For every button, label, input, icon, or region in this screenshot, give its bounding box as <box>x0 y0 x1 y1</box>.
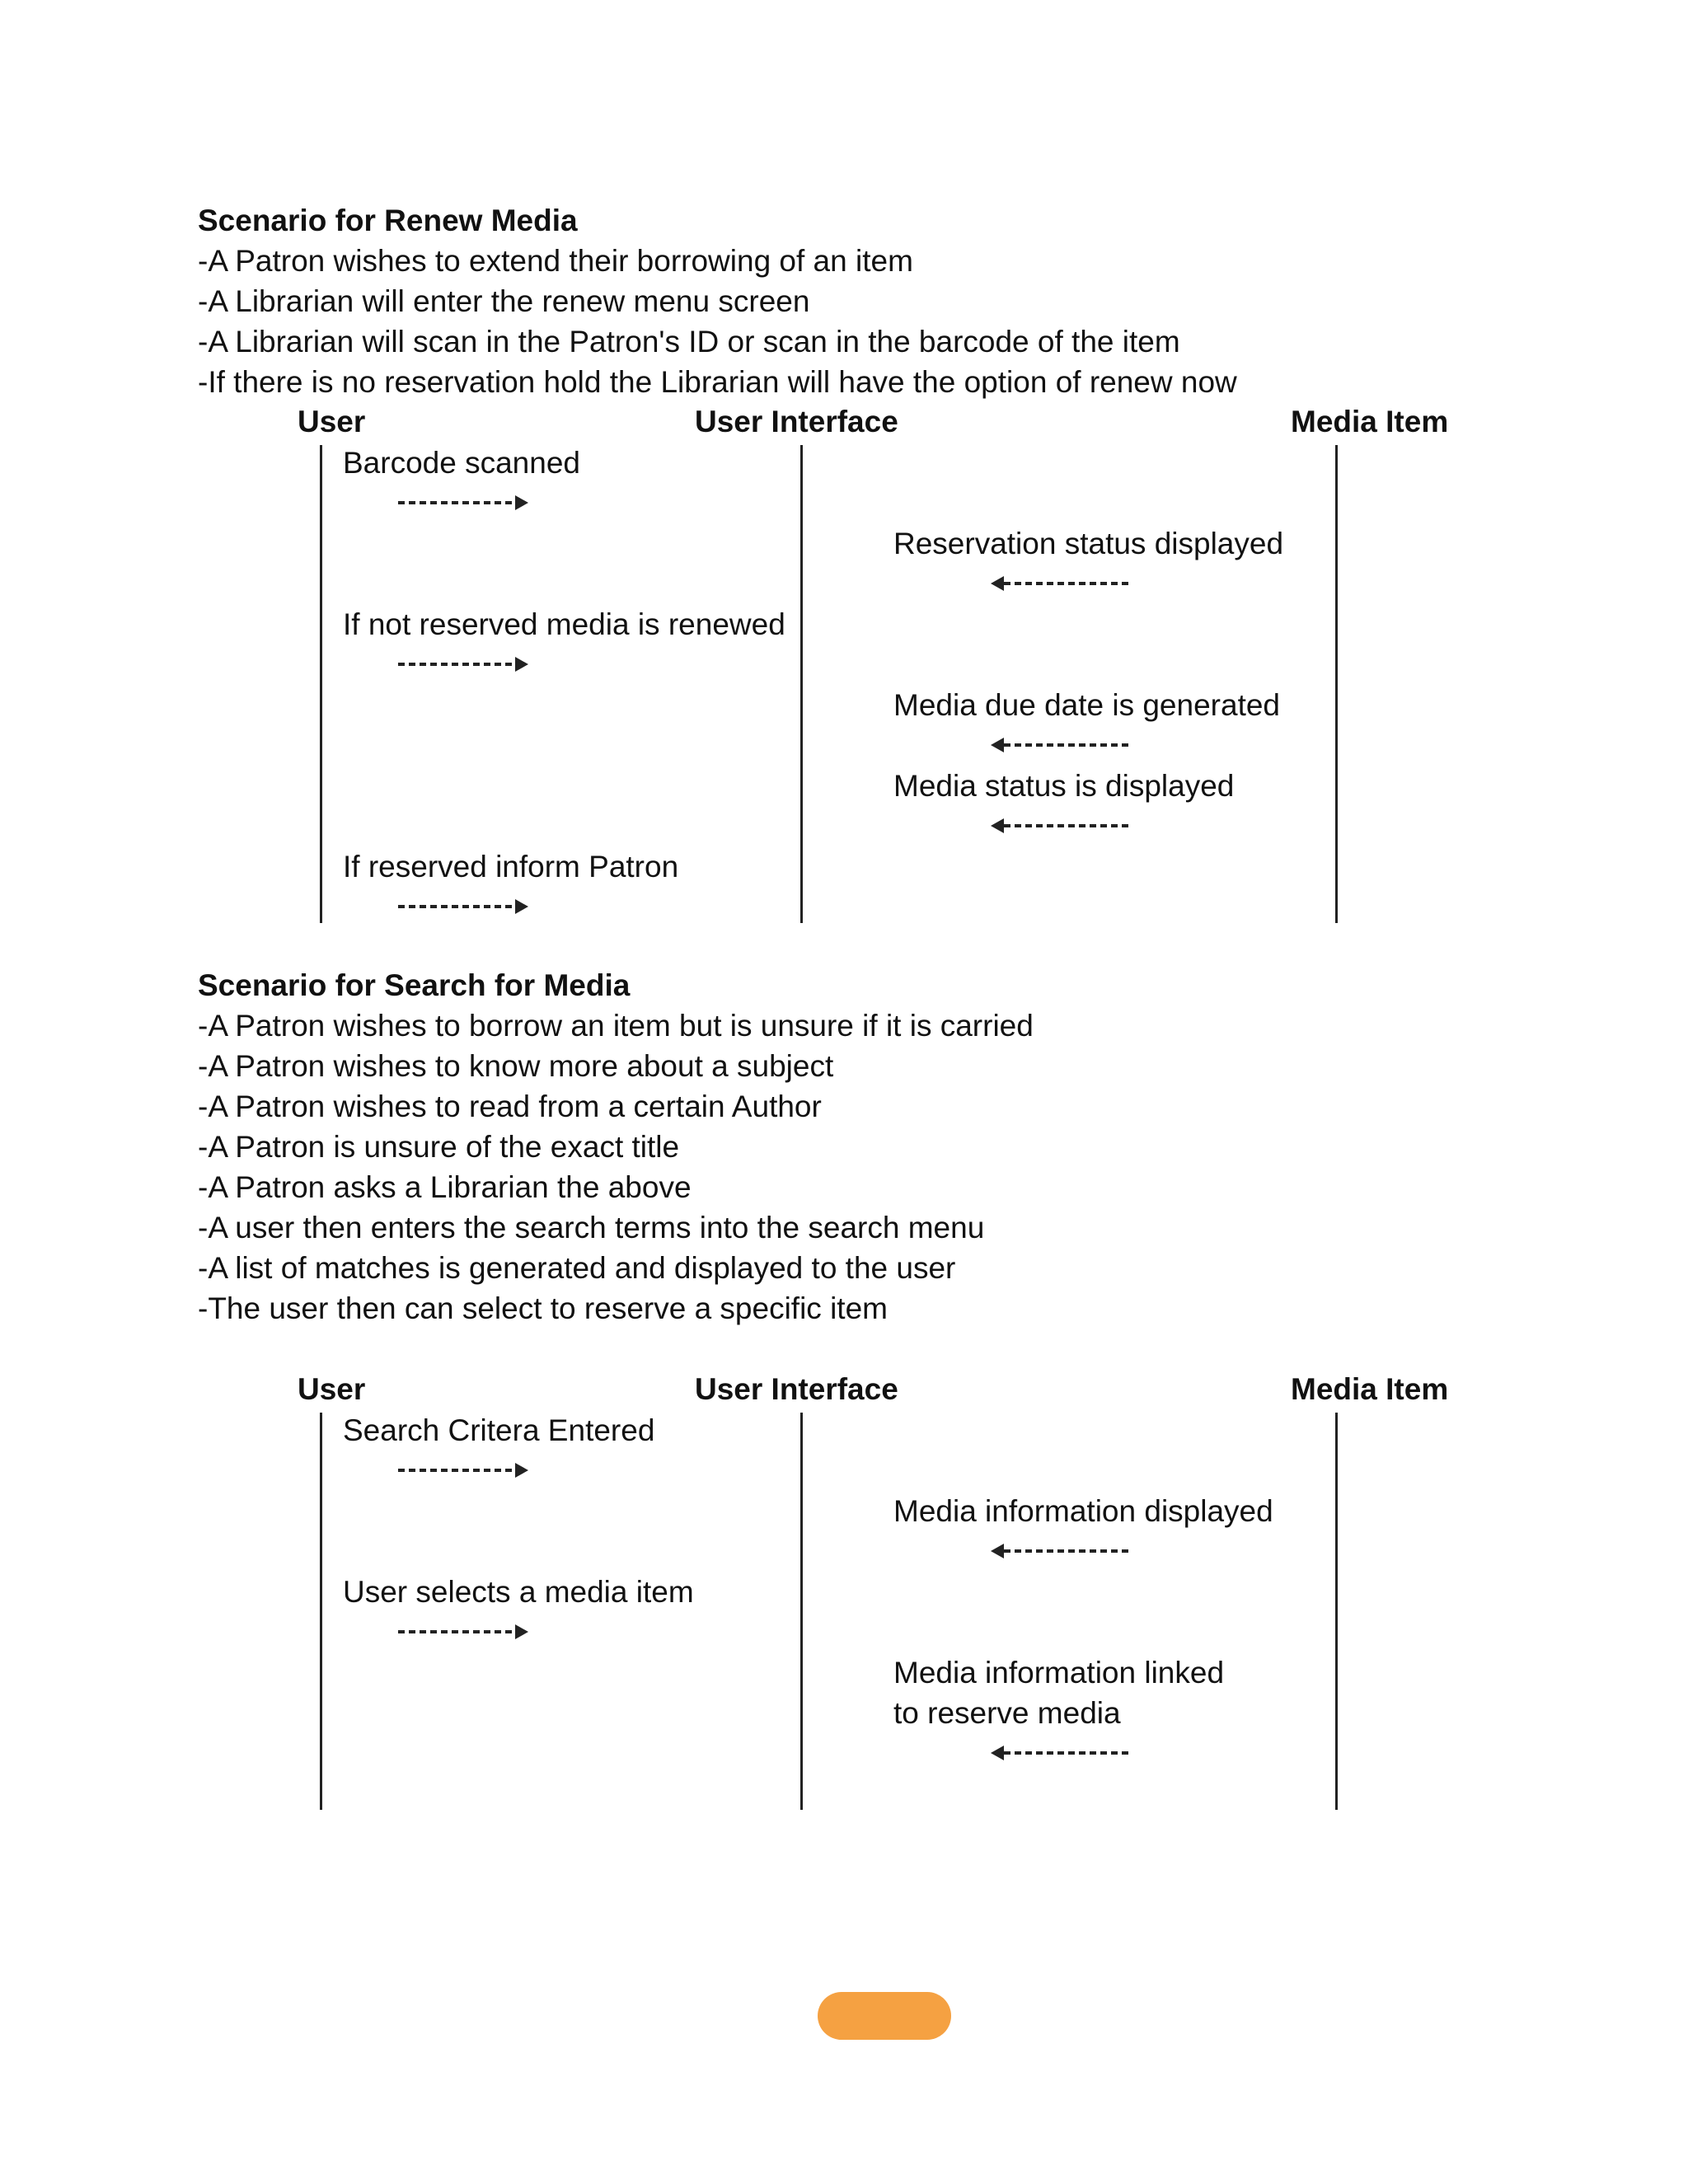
renew-arrow-4-head <box>991 738 1004 752</box>
renew-msg-due-date: Media due date is generated <box>893 688 1281 722</box>
search-arrow-4-line <box>1004 1751 1130 1755</box>
search-msg-criteria-entered: Search Critera Entered <box>343 1413 655 1447</box>
search-title: Scenario for Search for Media <box>198 968 631 1002</box>
search-line-4: -A Patron is unsure of the exact title <box>198 1130 680 1164</box>
renew-arrow-2-head <box>991 576 1004 591</box>
search-line-1: -A Patron wishes to borrow an item but is unsure if it is carried <box>198 1009 1034 1043</box>
renew-col-user: User <box>298 405 366 438</box>
renew-arrow-4-line <box>1004 743 1130 747</box>
renew-title: Scenario for Renew Media <box>198 204 578 237</box>
search-msg-user-selects: User selects a media item <box>343 1575 694 1609</box>
renew-col-media: Media Item <box>1291 405 1449 438</box>
renew-arrow-2-line <box>1004 582 1130 585</box>
search-arrow-2-head <box>991 1544 1004 1558</box>
search-arrow-4-head <box>991 1746 1004 1760</box>
search-line-5: -A Patron asks a Librarian the above <box>198 1170 692 1204</box>
renew-line-1: -A Patron wishes to extend their borrowing of an item <box>198 244 913 278</box>
search-ui-lifeline <box>800 1413 803 1810</box>
search-arrow-2-line <box>1004 1549 1130 1553</box>
renew-media-lifeline <box>1335 445 1338 923</box>
renew-line-2: -A Librarian will enter the renew menu screen <box>198 284 810 318</box>
search-arrow-3-head <box>515 1624 528 1639</box>
renew-msg-inform-patron: If reserved inform Patron <box>343 850 679 883</box>
search-line-2: -A Patron wishes to know more about a subject <box>198 1049 834 1083</box>
renew-line-4: -If there is no reservation hold the Librarian will have the option of renew now <box>198 365 1237 399</box>
search-line-7: -A list of matches is generated and displayed to the user <box>198 1251 956 1285</box>
search-msg-info-displayed: Media information displayed <box>893 1494 1273 1528</box>
search-user-lifeline <box>320 1413 322 1810</box>
search-msg-info-linked: Media information linked <box>893 1656 1225 1690</box>
search-msg-reserve-media: to reserve media <box>893 1696 1121 1730</box>
search-arrow-1-head <box>515 1463 528 1478</box>
renew-arrow-5-head <box>991 818 1004 833</box>
search-col-user: User <box>298 1372 366 1406</box>
renew-msg-barcode-scanned: Barcode scanned <box>343 446 580 480</box>
renew-user-lifeline <box>320 445 322 923</box>
search-section <box>198 965 1434 1329</box>
renew-msg-media-renewed: If not reserved media is renewed <box>343 607 785 641</box>
search-arrow-3-line <box>398 1630 518 1633</box>
renew-ui-lifeline <box>800 445 803 923</box>
renew-arrow-6-line <box>398 905 518 908</box>
renew-msg-reservation-status: Reservation status displayed <box>893 527 1284 560</box>
search-line-8: -The user then can select to reserve a specific item <box>198 1291 888 1325</box>
search-line-6: -A user then enters the search terms into the search menu <box>198 1211 985 1244</box>
renew-col-ui: User Interface <box>695 405 898 438</box>
search-arrow-1-line <box>398 1469 518 1472</box>
renew-arrow-1-line <box>398 501 518 504</box>
renew-section <box>198 200 1434 402</box>
renew-arrow-5-line <box>1004 824 1130 827</box>
search-col-ui: User Interface <box>695 1372 898 1406</box>
renew-arrow-1-head <box>515 495 528 510</box>
search-col-media: Media Item <box>1291 1372 1449 1406</box>
renew-arrow-6-head <box>515 899 528 914</box>
renew-msg-media-status: Media status is displayed <box>893 769 1235 803</box>
renew-line-3: -A Librarian will scan in the Patron's ID or scan in the barcode of the item <box>198 325 1180 359</box>
search-line-3: -A Patron wishes to read from a certain Author <box>198 1090 822 1123</box>
search-media-lifeline <box>1335 1413 1338 1810</box>
renew-arrow-3-line <box>398 663 518 666</box>
page-number-badge <box>818 1992 951 2040</box>
renew-arrow-3-head <box>515 657 528 672</box>
